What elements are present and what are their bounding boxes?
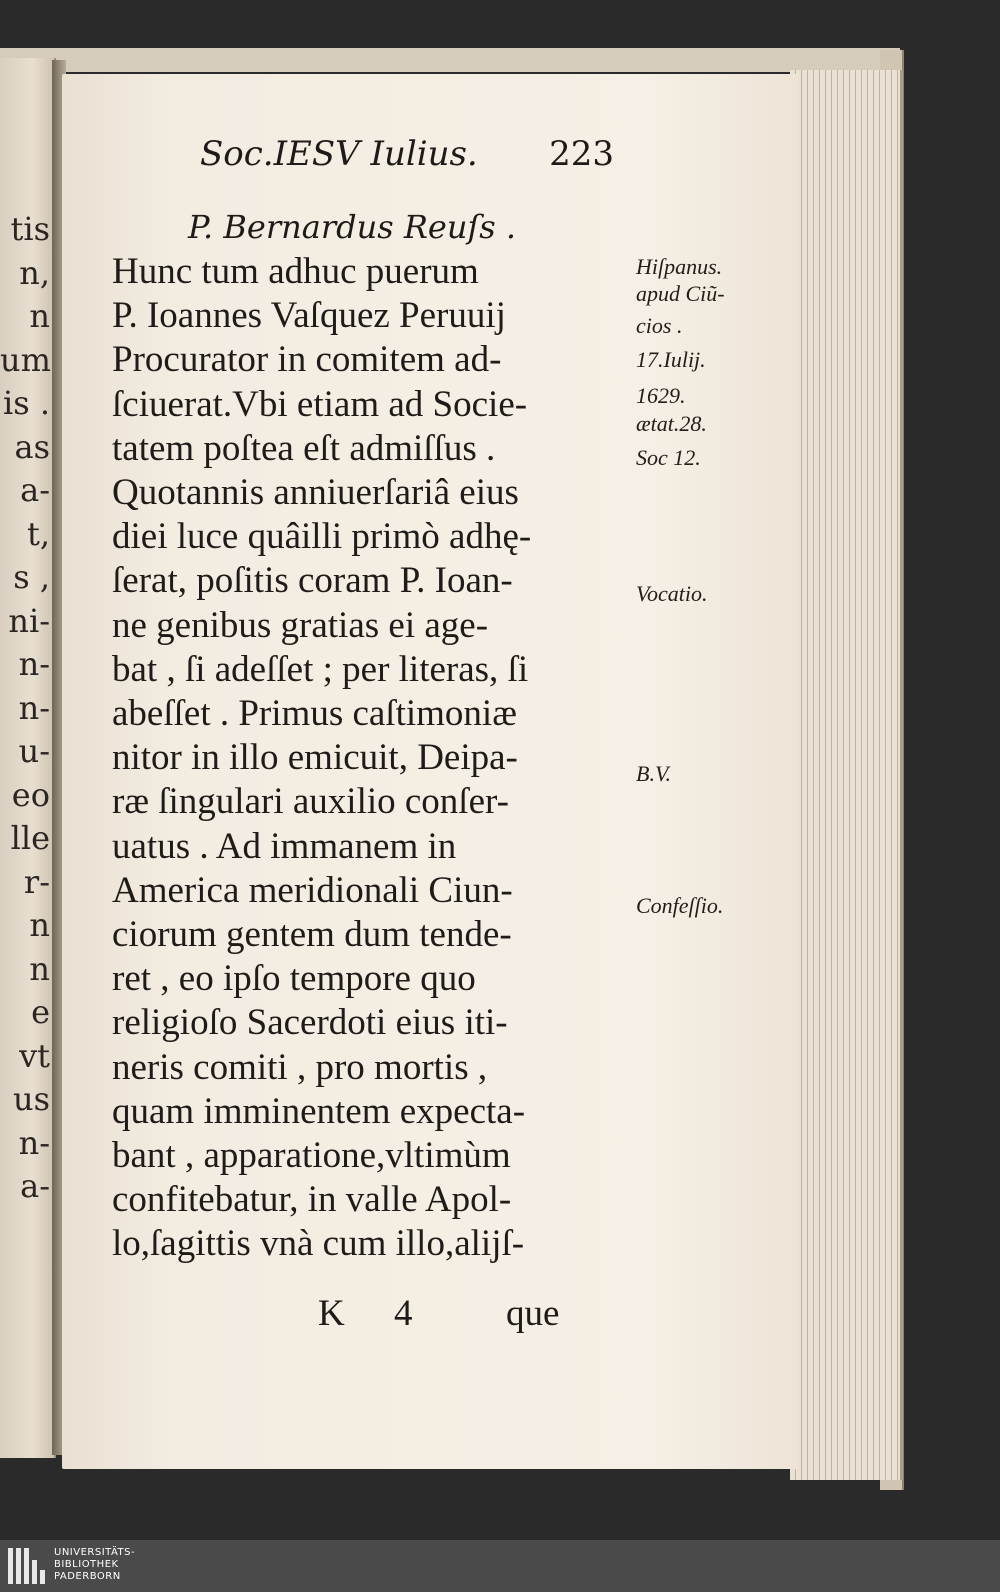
text-line: Hunc tum adhuc puerum [112,251,479,292]
margin-note: Confeſſio. [636,893,724,918]
margin-note: 17.Iulij. [636,347,706,372]
margin-note: cios . [636,313,683,338]
signature-mark: K [318,1293,345,1334]
previous-page-fragment-line: n- [18,1123,50,1162]
text-line: bat , ſi adeſſet ; per literas, ſi [112,648,529,690]
text-line: P. Ioannes Vaſquez Peruuij [112,295,506,337]
text-line: ret , eo ipſo tempore quo [112,958,476,1000]
previous-page-fragment-line: a- [20,1167,50,1205]
previous-page-fragment-line: n- [18,645,50,683]
previous-page-fragment-line: n- [18,688,50,727]
margin-note: apud Ciũ- [636,281,725,306]
library-logo-icon [8,1548,48,1584]
previous-page-fragment-line: vt [19,1036,50,1075]
previous-page-fragment-line: tis [10,210,50,248]
previous-page-fragment-line: n, [19,253,50,292]
text-line: ciorum gentem dum tende- [112,914,512,955]
previous-page-fragment-line: n [29,949,50,988]
previous-page-fragment-line: us [12,1080,50,1118]
margin-note: Hiſpanus. [636,254,723,279]
margin-note: B.V. [636,761,672,786]
text-line: uatus . Ad immanem in [112,825,457,867]
text-line: ſerat, poſitis coram P. Ioan- [112,560,513,602]
running-title: Soc.IESV Iulius. [200,134,478,174]
library-name-line3: PADERBORN [54,1571,121,1582]
previous-page-fragment-line: ni- [8,601,50,640]
margin-note: Vocatio. [636,581,708,606]
text-line: bant , apparatione,vltimùm [112,1135,511,1176]
library-name [54,1547,135,1583]
previous-page-fragment-line: um [0,340,51,379]
library-name-line1: UNIVERSITÄTS- [54,1547,136,1558]
text-line: lo,ſagittis vnà cum illo,alijſ- [112,1223,525,1265]
text-line: ne genibus gratias ei age- [112,604,489,646]
previous-page-fragment-line: s , [13,558,50,596]
page-top-edge [0,48,900,72]
previous-page-fragment-line: u- [18,732,50,770]
text-line: nitor in illo emicuit, Deipa- [112,737,518,779]
running-header [200,134,620,174]
page-footer [318,1292,638,1342]
previous-page-fragment-line: n [29,906,50,944]
text-line: America meridionali Ciun- [112,869,513,911]
previous-page-fragment-line: is . [3,384,50,422]
previous-page-fragment-line: n [29,297,50,335]
margin-note: 1629. [636,383,686,408]
section-title: P. Bernardus Reuſs . [188,208,517,246]
text-line: Procurator in comitem ad- [112,339,502,381]
text-line: tatem poſtea eſt admiſſus . [112,427,496,469]
page-stack-edges [790,70,903,1480]
previous-page-fragment-line: r- [23,862,50,901]
previous-page-fragment [0,58,56,1458]
text-line: abeſſet . Primus caſtimoniæ [112,693,517,734]
text-line: confitebatur, in valle Apol- [112,1179,512,1221]
previous-page-fragment-line: as [14,427,50,466]
library-name-line2: BIBLIOTHEK [54,1559,119,1570]
text-line: Quotannis anniuerſariâ eius [112,472,519,513]
previous-page-fragment-line: a- [20,471,50,509]
page-number: 223 [549,134,614,174]
text-line: ſciuerat.Vbi etiam ad Socie- [112,383,528,425]
text-line: religioſo Sacerdoti eius iti- [112,1002,508,1044]
text-line: ræ ſingulari auxilio conſer- [112,781,509,823]
signature-number: 4 [394,1293,413,1334]
previous-page-fragment-line: lle [10,819,50,857]
text-line: quam imminentem expecta- [112,1090,526,1132]
catchword: que [506,1293,560,1334]
margin-note: Soc 12. [636,445,701,470]
margin-note: ætat.28. [636,411,707,436]
text-line: diei luce quâilli primò adhę- [112,516,532,558]
previous-page-fragment-line: t, [26,514,50,553]
text-line: neris comiti , pro mortis , [112,1046,488,1088]
library-footer-bar [0,1540,1000,1592]
previous-page-fragment-line: eo [11,775,50,814]
previous-page-fragment-line: e [31,993,50,1031]
